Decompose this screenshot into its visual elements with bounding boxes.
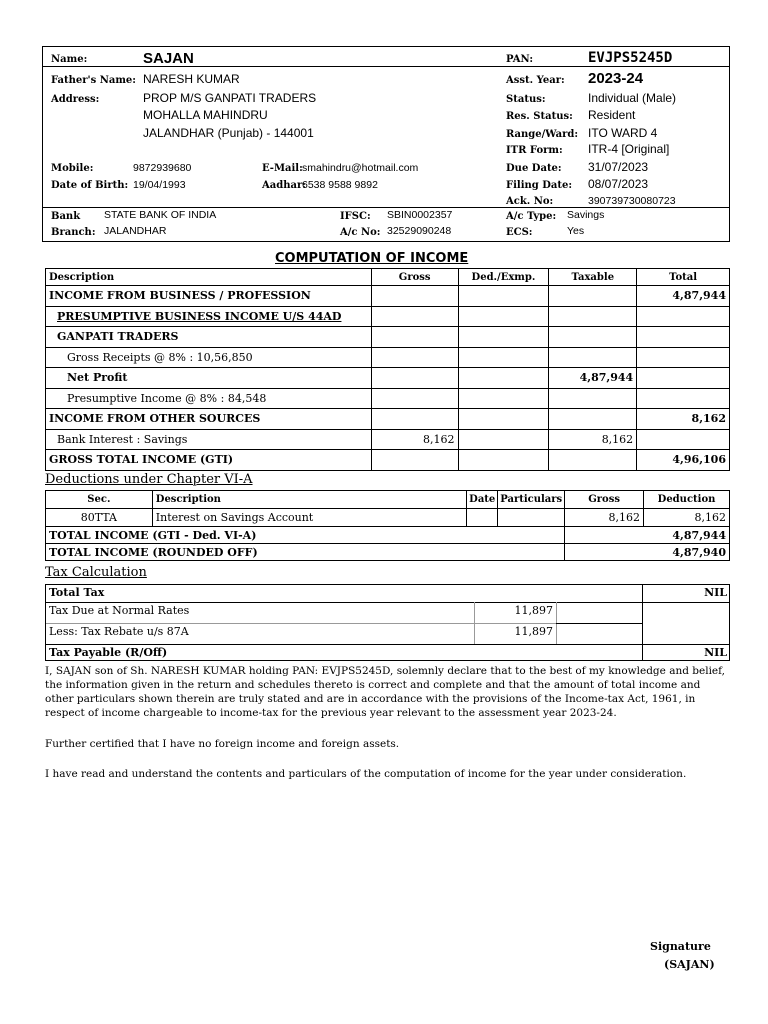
row-ded <box>458 327 549 348</box>
res-status-value: Resident <box>588 108 636 122</box>
row-total <box>637 429 730 450</box>
row-taxable <box>549 388 637 409</box>
table-header-row <box>46 491 730 509</box>
bank-value: STATE BANK OF INDIA <box>104 209 217 221</box>
ack-no-label: Ack. No: <box>506 196 554 207</box>
deduction-gross: 8,162 <box>565 509 644 527</box>
normal-rate-tax-value: 11,897 <box>514 604 553 617</box>
understanding-statement: I have read and understand the contents and particulars of the computation of income for the year under consideration. <box>45 768 687 780</box>
row-total <box>637 306 730 327</box>
deduction-date <box>467 509 498 527</box>
computation-title: COMPUTATION OF INCOME <box>275 251 469 266</box>
tax-calculation-title: Tax Calculation <box>45 565 147 580</box>
taxpayer-name: SAJAN <box>143 50 194 67</box>
declaration-paragraph: I, SAJAN son of Sh. NARESH KUMAR holding PAN: EVJPS5245D, solemnly declare that to the best of my knowledge and belief, the information given in the return and schedules thereto is correct and complete and that the amount of total income and other particulars shown therein are truly stated and are in accordance with the provisions of the Income-tax Act, 1961, in respect of income chargeable to income-tax for the previous year relevant to the assessment year 2023-24. <box>45 665 725 719</box>
row-gross: 8,162 <box>371 429 458 450</box>
asst-year-label: Asst. Year: <box>506 75 565 86</box>
aadhar-value: 6538 9588 9892 <box>302 179 378 191</box>
name-label: Name: <box>51 54 88 65</box>
signatory-name: (SAJAN) <box>664 958 715 971</box>
table-row <box>46 544 730 561</box>
row-total <box>637 347 730 368</box>
address-line-2: MOHALLA MAHINDRU <box>143 108 268 122</box>
rebate-87a-label: Less: Tax Rebate u/s 87A <box>49 625 189 638</box>
signature-label: Signature <box>650 940 711 953</box>
table-row <box>46 429 730 450</box>
row-ded <box>458 388 549 409</box>
col-header: Sec. <box>46 491 153 509</box>
table-row <box>46 306 730 327</box>
row-description: Net Profit <box>46 368 372 389</box>
computation-table <box>45 268 730 471</box>
deduction-particulars <box>498 509 565 527</box>
ac-no-value: 32529090248 <box>387 225 452 237</box>
ecs-label: ECS: <box>506 227 533 238</box>
ac-type-label: A/c Type: <box>506 211 557 222</box>
table-row <box>46 409 730 430</box>
row-gross <box>371 450 458 471</box>
email-label: E-Mail: <box>262 163 303 174</box>
divider <box>43 207 729 208</box>
row-taxable: 8,162 <box>549 429 637 450</box>
row-taxable <box>549 286 637 307</box>
pan-label: PAN: <box>506 54 534 65</box>
dob-label: Date of Birth: <box>51 180 129 191</box>
table-header-row <box>46 269 730 286</box>
row-ded <box>458 306 549 327</box>
row-total <box>637 368 730 389</box>
table-row <box>46 368 730 389</box>
total-income-value: 4,87,944 <box>565 527 730 544</box>
row-total: 4,96,106 <box>637 450 730 471</box>
row-taxable <box>549 306 637 327</box>
row-total: 4,87,944 <box>637 286 730 307</box>
table-row <box>46 286 730 307</box>
col-header: Deduction <box>644 491 730 509</box>
row-description: Bank Interest : Savings <box>46 429 372 450</box>
deductions-title: Deductions under Chapter VI-A <box>45 472 253 487</box>
row-taxable <box>549 347 637 368</box>
divider <box>46 602 729 603</box>
tax-payable-label: Tax Payable (R/Off) <box>49 646 168 659</box>
pan-value: EVJPS5245D <box>588 50 673 66</box>
ecs-value: Yes <box>567 225 585 237</box>
divider <box>474 602 475 644</box>
rounded-income-label: TOTAL INCOME (ROUNDED OFF) <box>46 544 565 561</box>
deductions-table <box>45 490 730 561</box>
aadhar-label: Aadhar: <box>262 180 306 191</box>
bank-label: Bank <box>51 211 81 222</box>
row-gross <box>371 368 458 389</box>
address-line-3: JALANDHAR (Punjab) - 144001 <box>143 126 314 140</box>
row-ded <box>458 286 549 307</box>
due-date-label: Due Date: <box>506 163 562 174</box>
ifsc-label: IFSC: <box>340 211 371 222</box>
ack-no-value: 390739730080723 <box>588 195 676 207</box>
res-status-label: Res. Status: <box>506 111 573 122</box>
col-header: Gross <box>565 491 644 509</box>
row-total: 8,162 <box>637 409 730 430</box>
address-line-1: PROP M/S GANPATI TRADERS <box>143 91 317 105</box>
col-header: Taxable <box>549 269 637 286</box>
table-row <box>46 527 730 544</box>
row-gross <box>371 347 458 368</box>
rounded-income-value: 4,87,940 <box>565 544 730 561</box>
itr-form-value: ITR-4 [Original] <box>588 142 670 156</box>
range-ward-label: Range/Ward: <box>506 129 579 140</box>
divider <box>556 623 642 624</box>
total-tax-label: Total Tax <box>49 586 105 599</box>
total-tax-value: NIL <box>704 586 727 599</box>
ifsc-value: SBIN0002357 <box>387 209 453 221</box>
col-header: Description <box>46 269 372 286</box>
row-description: PRESUMPTIVE BUSINESS INCOME U/S 44AD <box>46 306 372 327</box>
status-label: Status: <box>506 94 546 105</box>
normal-rate-tax-label: Tax Due at Normal Rates <box>49 604 190 617</box>
row-ded <box>458 409 549 430</box>
branch-value: JALANDHAR <box>104 225 167 237</box>
email-value: smahindru@hotmail.com <box>302 162 419 174</box>
row-taxable: 4,87,944 <box>549 368 637 389</box>
due-date-value: 31/07/2023 <box>588 160 649 174</box>
row-gross <box>371 306 458 327</box>
row-total <box>637 327 730 348</box>
row-ded <box>458 368 549 389</box>
row-total <box>637 388 730 409</box>
deduction-section: 80TTA <box>46 509 153 527</box>
row-taxable <box>549 327 637 348</box>
divider <box>46 623 642 624</box>
address-label: Address: <box>51 94 100 105</box>
row-ded <box>458 450 549 471</box>
range-ward-value: ITO WARD 4 <box>588 126 658 140</box>
table-row <box>46 388 730 409</box>
row-taxable <box>549 409 637 430</box>
col-header: Gross <box>371 269 458 286</box>
col-header: Description <box>152 491 466 509</box>
row-description: Gross Receipts @ 8% : 10,56,850 <box>46 347 372 368</box>
row-gross <box>371 388 458 409</box>
divider <box>642 585 643 660</box>
deduction-description: Interest on Savings Account <box>152 509 466 527</box>
row-taxable <box>549 450 637 471</box>
row-gross <box>371 327 458 348</box>
row-ded <box>458 429 549 450</box>
rebate-87a-value: 11,897 <box>514 625 553 638</box>
tax-payable-value: NIL <box>704 646 727 659</box>
dob-value: 19/04/1993 <box>133 179 186 191</box>
father-name: NARESH KUMAR <box>143 72 240 86</box>
status-value: Individual (Male) <box>588 91 677 105</box>
filing-date-label: Filing Date: <box>506 180 573 191</box>
col-header: Date <box>467 491 498 509</box>
table-row <box>46 509 730 527</box>
table-row <box>46 327 730 348</box>
col-header: Total <box>637 269 730 286</box>
row-description: INCOME FROM OTHER SOURCES <box>46 409 372 430</box>
row-description: Presumptive Income @ 8% : 84,548 <box>46 388 372 409</box>
ac-no-label: A/c No: <box>340 227 381 238</box>
row-description: INCOME FROM BUSINESS / PROFESSION <box>46 286 372 307</box>
row-description: GANPATI TRADERS <box>46 327 372 348</box>
row-gross <box>371 409 458 430</box>
col-header: Ded./Exmp. <box>458 269 549 286</box>
asst-year-value: 2023-24 <box>588 70 644 87</box>
itr-form-label: ITR Form: <box>506 145 563 156</box>
foreign-assets-certification: Further certified that I have no foreign income and foreign assets. <box>45 738 400 750</box>
col-header: Particulars <box>498 491 565 509</box>
ac-type-value: Savings <box>567 209 605 221</box>
table-row <box>46 347 730 368</box>
row-ded <box>458 347 549 368</box>
mobile-value: 9872939680 <box>133 162 192 174</box>
branch-label: Branch: <box>51 227 96 238</box>
father-label: Father's Name: <box>51 75 136 86</box>
mobile-label: Mobile: <box>51 163 94 174</box>
divider <box>46 644 729 645</box>
table-row <box>46 450 730 471</box>
row-description: GROSS TOTAL INCOME (GTI) <box>46 450 372 471</box>
total-income-label: TOTAL INCOME (GTI - Ded. VI-A) <box>46 527 565 544</box>
row-gross <box>371 286 458 307</box>
deduction-amount: 8,162 <box>644 509 730 527</box>
filing-date-value: 08/07/2023 <box>588 177 649 191</box>
